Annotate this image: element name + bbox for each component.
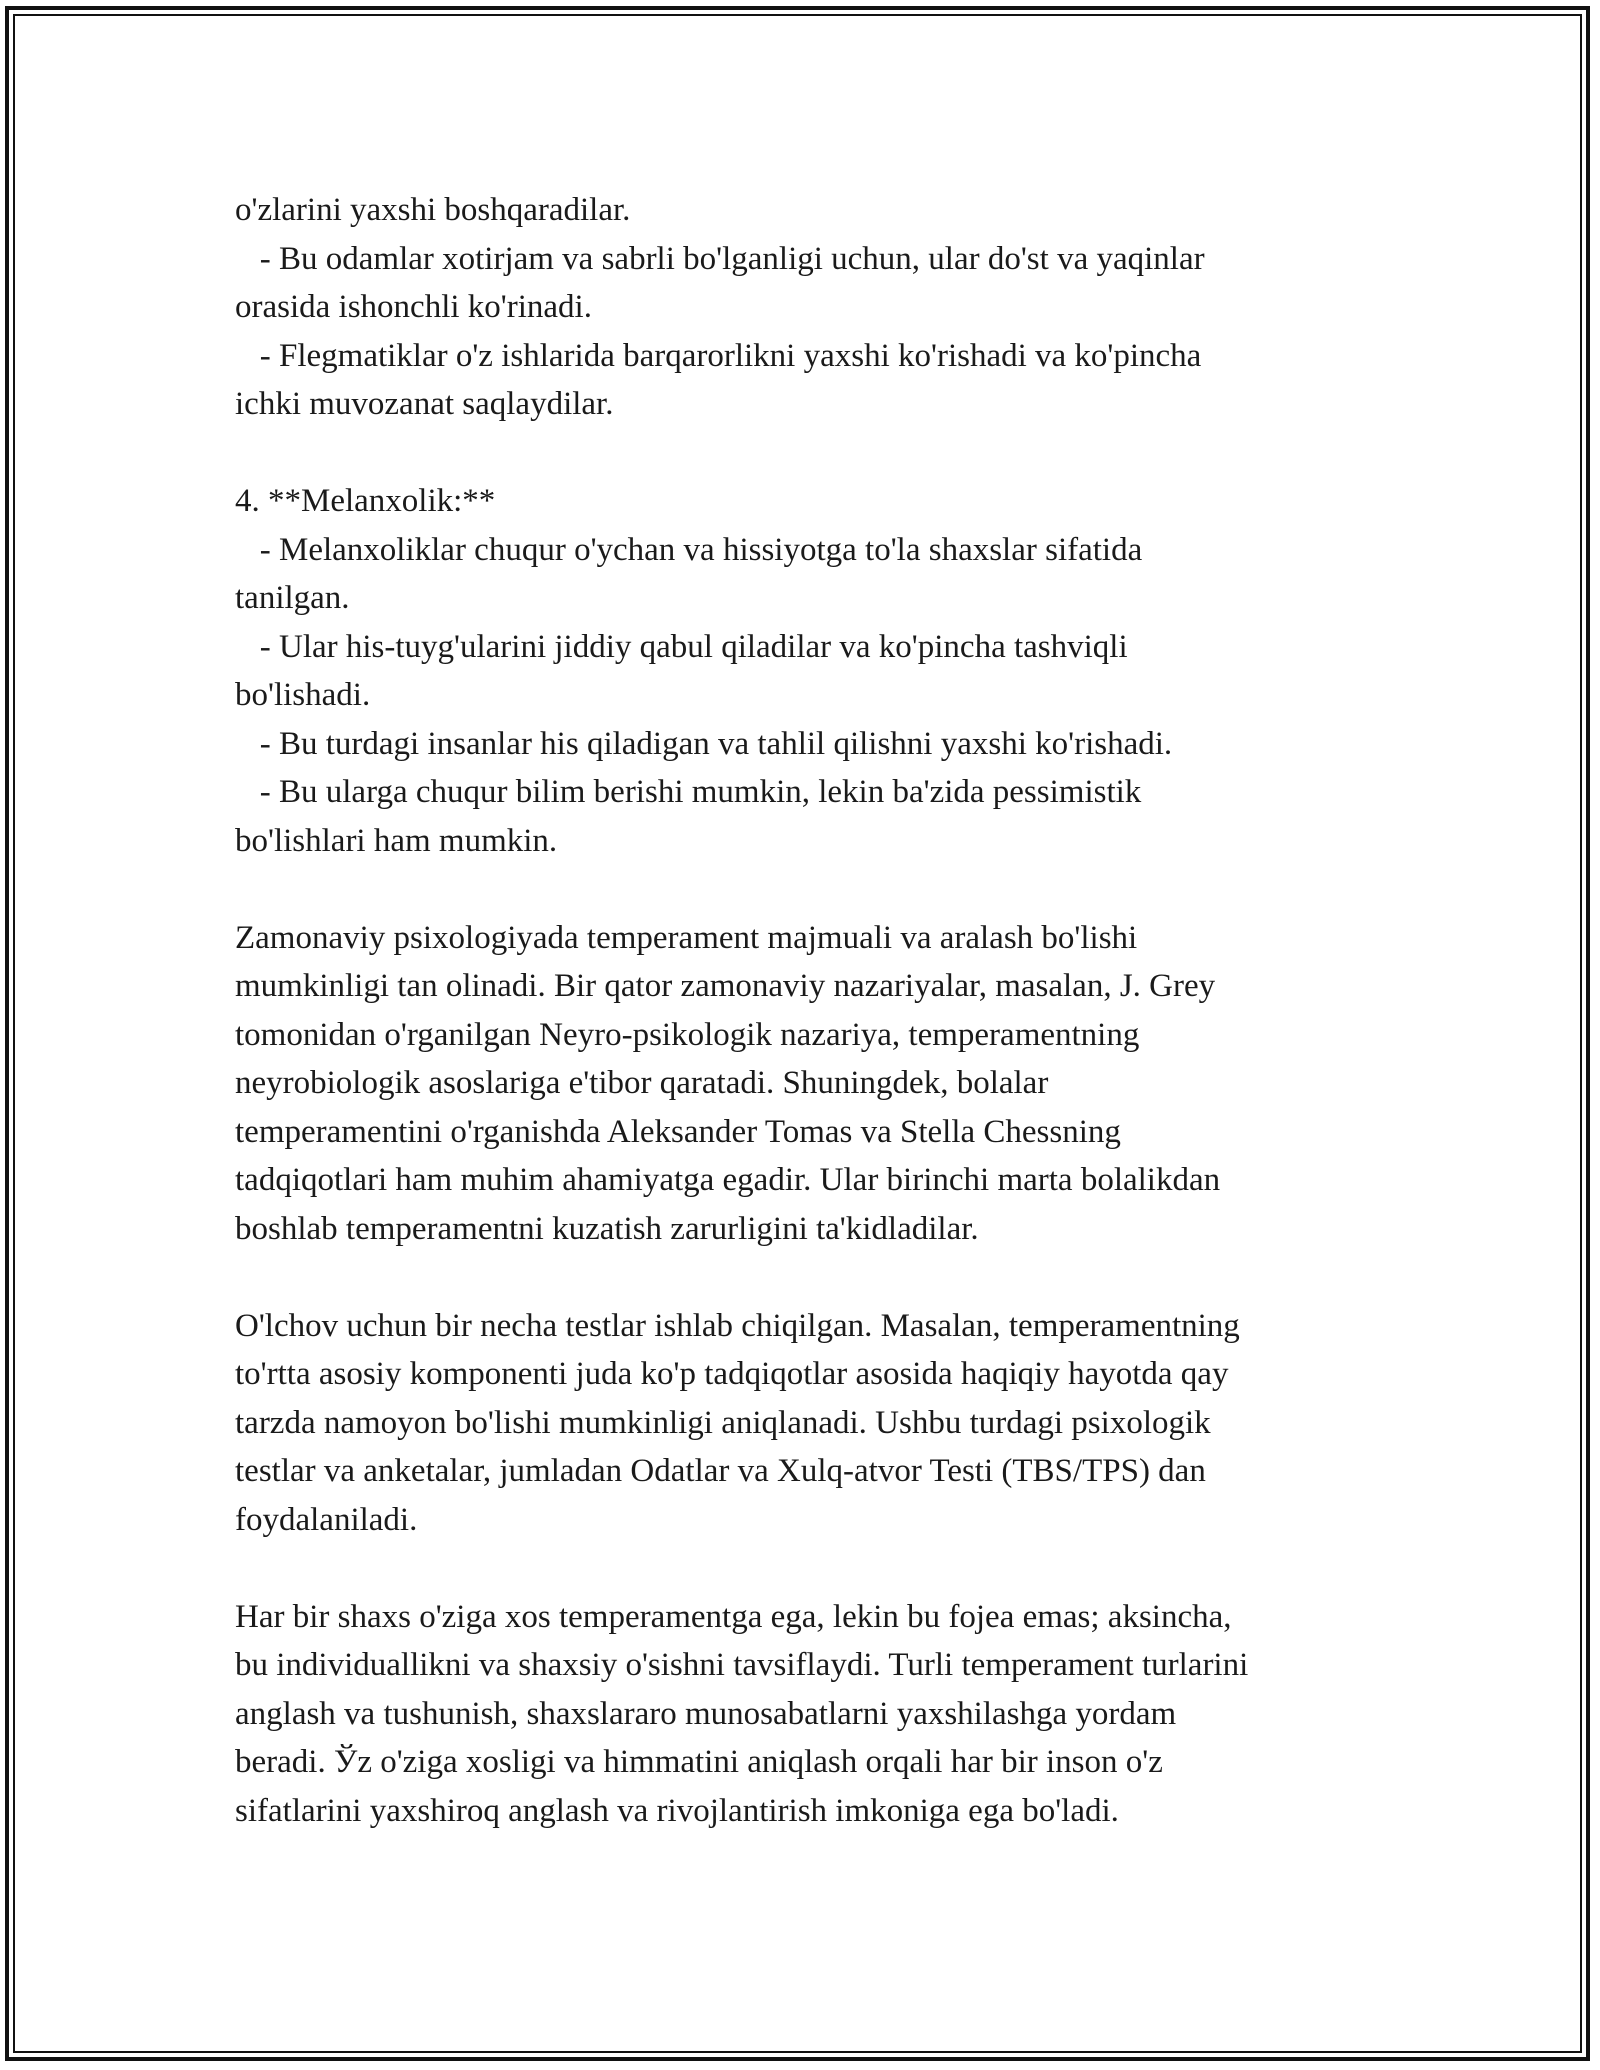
paragraph-line: foydalaniladi. (235, 1501, 418, 1538)
paragraph-line: neyrobiologik asoslariga e'tibor qaratadi. Shuningdek, bolalar (235, 1065, 1049, 1101)
section-heading: 4. **Melanxolik:** (235, 483, 496, 519)
list-item-line: - Bu odamlar xotirjam va sabrli bo'lganligi uchun, ular do'st va yaqinlar (235, 240, 1205, 277)
paragraph-line: anglash va tushunish, shaxslararo munosabatlarni yaxshilashga yordam (235, 1695, 1177, 1732)
paragraph-line: Zamonaviy psixologiyada temperament majmuali va aralash bo'lishi (235, 919, 1138, 956)
blank-line (235, 865, 1375, 914)
list-item-line: - Ular his-tuyg'ularini jiddiy qabul qiladilar va ko'pincha tashviqli (235, 628, 1128, 665)
text-line: o'zlarini yaxshi boshqaradilar. (235, 192, 631, 228)
paragraph-line: Har bir shaxs o'ziga xos temperamentga ega, lekin bu fojea emas; aksincha, (235, 1598, 1232, 1635)
blank-line (235, 1544, 1375, 1593)
paragraph-line: tadqiqotlari ham muhim ahamiyatga egadir. Ular birinchi marta bolalikdan (235, 1162, 1221, 1198)
text-line: bo'lishlari ham mumkin. (235, 822, 558, 859)
paragraph-line: to'rtta asosiy komponenti juda ko'p tadqiqotlar asosida haqiqiy hayotda qay (235, 1356, 1229, 1392)
list-item-line: - Melanxoliklar chuqur o'ychan va hissiyotga to'la shaxslar sifatida (235, 531, 1143, 568)
paragraph-line: temperamentini o'rganishda Aleksander Tomas va Stella Chessning (235, 1113, 1121, 1150)
list-item-line: - Bu ularga chuqur bilim berishi mumkin, lekin ba'zida pessimistik (235, 774, 1142, 810)
list-item-line: - Bu turdagi insanlar his qiladigan va tahlil qilishni yaxshi ko'rishadi. (235, 725, 1173, 762)
list-item-line: - Flegmatiklar o'z ishlarida barqarorlikni yaxshi ko'rishadi va ko'pincha (235, 337, 1202, 374)
text-line: tanilgan. (235, 580, 350, 616)
paragraph-line: mumkinligi tan olinadi. Bir qator zamonaviy nazariyalar, masalan, J. Grey (235, 968, 1216, 1004)
blank-line (235, 429, 1375, 478)
text-line: bo'lishadi. (235, 677, 371, 713)
paragraph-line: testlar va anketalar, jumladan Odatlar va Xulq-atvor Testi (TBS/TPS) dan (235, 1453, 1206, 1489)
paragraph-line: sifatlarini yaxshiroq anglash va rivojlantirish imkoniga ega bo'ladi. (235, 1792, 1119, 1829)
text-line: ichki muvozanat saqlaydilar. (235, 386, 614, 422)
paragraph-line: beradi. Ўz o'ziga xosligi va himmatini aniqlash orqali har bir inson o'z (235, 1744, 1163, 1780)
document-body (235, 186, 1375, 1835)
paragraph-line: tomonidan o'rganilgan Neyro-psikologik nazariya, temperamentning (235, 1016, 1140, 1053)
paragraph-line: tarzda namoyon bo'lishi mumkinligi aniqlanadi. Ushbu turdagi psixologik (235, 1404, 1211, 1441)
paragraph-line: bu individuallikni va shaxsiy o'sishni tavsiflaydi. Turli temperament turlarini (235, 1647, 1249, 1683)
paragraph-line: boshlab temperamentni kuzatish zarurligini ta'kidladilar. (235, 1210, 979, 1247)
paragraph-line: O'lchov uchun bir necha testlar ishlab chiqilgan. Masalan, temperamentning (235, 1307, 1240, 1344)
blank-line (235, 1253, 1375, 1302)
text-line: orasida ishonchli ko'rinadi. (235, 289, 592, 325)
